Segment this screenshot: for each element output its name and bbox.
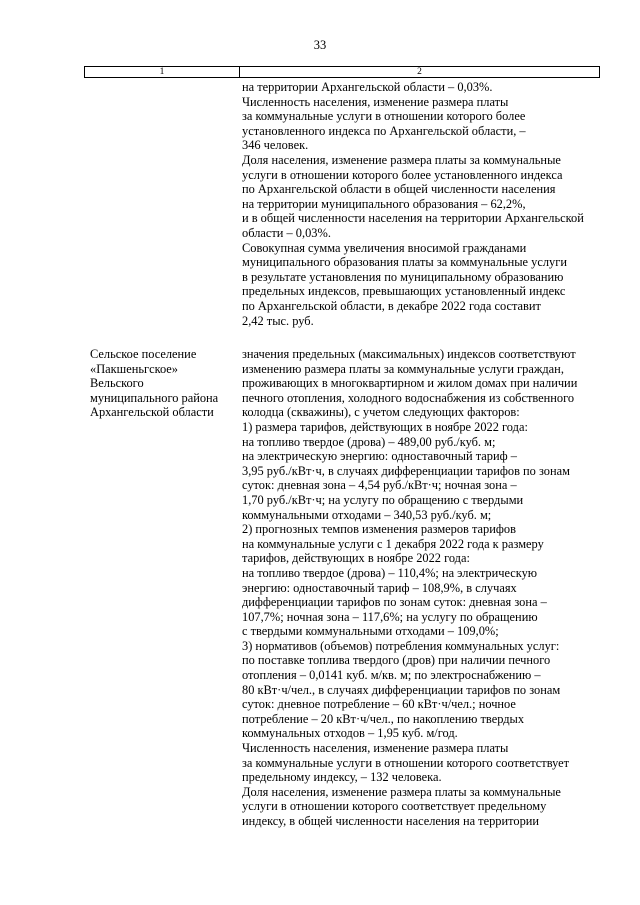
text-line: тарифов, действующих в ноябре 2022 года: — [242, 551, 470, 566]
text-line: Вельского — [90, 376, 144, 391]
table-header — [84, 66, 600, 78]
text-line: суток: дневное потребление – 60 кВт·ч/чел.; ночное — [242, 697, 516, 712]
text-line: на территории муниципального образования – 62,2%, — [242, 196, 526, 211]
text-line: 1) размера тарифов, действующих в ноябре 2022 года: — [242, 419, 528, 434]
text-line: 1,70 руб./кВт·ч; на услугу по обращению с твердыми — [242, 492, 524, 507]
text-line: услуги в отношении которого более установленного индекса — [242, 167, 563, 182]
text-line: на топливо твердое (дрова) – 110,4%; на электрическую — [242, 565, 538, 580]
text-line: 3) нормативов (объемов) потребления коммунальных услуг: — [242, 638, 560, 653]
text-line: по Архангельской области, в декабре 2022 года составит — [242, 298, 541, 313]
text-line: отопления – 0,0141 куб. м/кв. м; по электроснабжению – — [242, 668, 541, 683]
text-line: муниципального образования платы за коммунальные услуги — [242, 255, 567, 270]
text-line: 80 кВт·ч/чел., в случаях дифференциации тарифов по зонам — [242, 682, 561, 697]
text-line: 2) прогнозных темпов изменения размеров тарифов — [242, 522, 516, 537]
text-line: Совокупная сумма увеличения вносимой гражданами — [242, 240, 527, 255]
text-line: предельных индексов, превышающих установленный индекс — [242, 284, 566, 299]
text-line: 346 человек. — [242, 138, 309, 153]
text-line: 107,7%; ночная зона – 117,6%; на услугу по обращению — [242, 609, 538, 624]
municipality-name — [90, 347, 218, 420]
text-line: с твердыми коммунальными отходами – 109,0%; — [242, 624, 499, 639]
text-line: по Архангельской области в общей численности населения — [242, 182, 556, 197]
text-line: на топливо твердое (дрова) – 489,00 руб./куб. м; — [242, 434, 496, 449]
municipality-description — [242, 347, 577, 829]
text-line: в результате установления по муниципальному образованию — [242, 269, 564, 284]
text-line: дифференциации тарифов по зонам суток: дневная зона – — [242, 595, 547, 610]
text-line: установленного индекса по Архангельской области, – — [242, 123, 526, 138]
text-line: муниципального района — [90, 390, 219, 405]
text-line: индексу, в общей численности населения на территории — [242, 814, 540, 828]
text-line: колодца (скважины), с учетом следующих факторов: — [242, 405, 520, 420]
page-number: 33 — [313, 38, 327, 52]
text-line: на территории Архангельской области – 0,03%. — [242, 80, 493, 94]
text-line: значения предельных (максимальных) индексов соответствуют — [242, 347, 576, 361]
text-line: на электрическую энергию: одноставочный тариф – — [242, 449, 517, 464]
text-line: Архангельской области — [90, 405, 214, 420]
table-header-col2: 2 — [417, 67, 422, 77]
text-line: Численность населения, изменение размера платы — [242, 741, 509, 756]
text-line: Доля населения, изменение размера платы за коммунальные — [242, 152, 561, 167]
text-line: по поставке топлива твердого (дров) при наличии печного — [242, 653, 551, 668]
text-line: печного отопления, холодного водоснабжения из собственного — [242, 390, 575, 405]
text-line: изменению размера платы за коммунальные услуги граждан, — [242, 361, 564, 376]
text-line: Сельское поселение — [90, 347, 197, 361]
text-line: Доля населения, изменение размера платы за коммунальные — [242, 784, 561, 799]
text-line: на коммунальные услуги с 1 декабря 2022 года к размеру — [242, 536, 544, 551]
text-line: проживающих в многоквартирном и жилом домах при наличии — [242, 376, 578, 391]
text-line: и в общей численности населения на территории Архангельской — [242, 211, 584, 226]
continuation-text — [242, 80, 584, 328]
text-line: суток: дневная зона – 4,54 руб./кВт·ч; ночная зона – — [242, 478, 517, 493]
text-line: коммунальных отходов – 1,95 куб. м/год. — [242, 726, 458, 741]
text-line: области – 0,03%. — [242, 225, 331, 240]
text-line: за коммунальные услуги в отношении которого более — [242, 109, 526, 124]
text-line: Численность населения, изменение размера платы — [242, 94, 509, 109]
text-line: 2,42 тыс. руб. — [242, 313, 314, 328]
text-line: за коммунальные услуги в отношении которого соответствует — [242, 755, 570, 770]
text-line: потребление – 20 кВт·ч/чел., по накоплению твердых — [242, 711, 525, 726]
table-header-col1: 1 — [85, 67, 240, 77]
text-line: энергию: одноставочный тариф – 108,9%, в случаях — [242, 580, 517, 595]
text-line: услуги в отношении которого соответствует предельному — [242, 799, 547, 814]
text-line: 3,95 руб./кВт·ч, в случаях дифференциации тарифов по зонам — [242, 463, 570, 478]
text-line: «Пакшеньгское» — [90, 361, 178, 376]
text-line: коммунальными отходами – 340,53 руб./куб. м; — [242, 507, 492, 522]
text-line: предельному индексу, – 132 человека. — [242, 770, 442, 785]
